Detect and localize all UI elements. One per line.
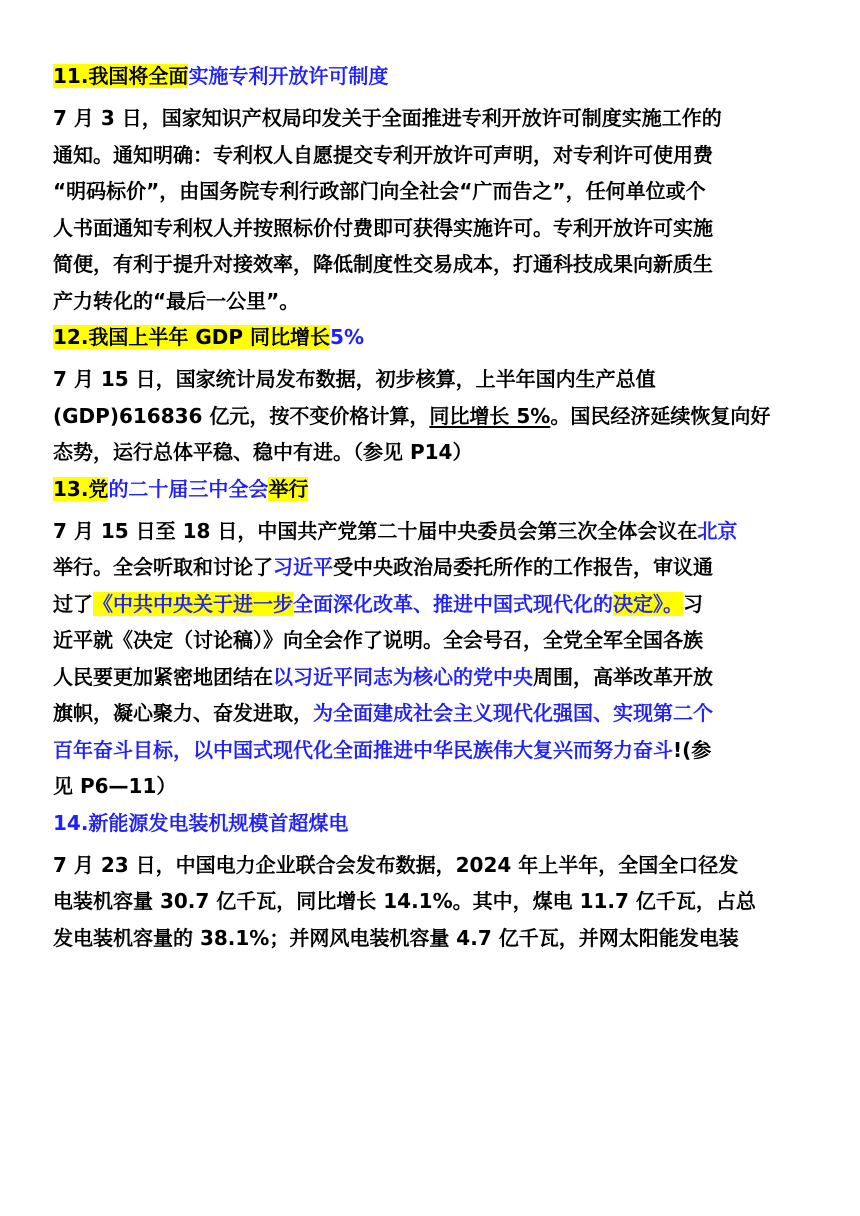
heading-11 bbox=[53, 58, 812, 94]
decision-title-blue: 全面深化改革、推进中国式现代化的 bbox=[293, 591, 613, 616]
paragraph-line: 态势，运行总体平稳、稳中有进。（参见 P14） bbox=[53, 440, 473, 464]
text: 受中央政治局委托所作的工作报告，审议通 bbox=[333, 555, 713, 579]
heading-13-blue: 的二十届三中全会 bbox=[108, 476, 269, 501]
paragraph-line: 见 P6—11） bbox=[53, 774, 177, 798]
decision-title-highlight-b: 决定》。 bbox=[613, 591, 683, 616]
beijing-blue: 北京 bbox=[697, 518, 738, 543]
heading-14-blue: 14.新能源发电装机规模首超煤电 bbox=[53, 810, 349, 835]
text: !(参 bbox=[673, 737, 712, 762]
paragraph-line: 通知。通知明确：专利权人自愿提交专利开放许可声明，对专利许可使用费 bbox=[53, 142, 713, 167]
heading-14 bbox=[53, 805, 812, 841]
text: 过了 bbox=[53, 591, 93, 616]
text: 7 月 15 日至 18 日，中国共产党第二十届中央委员会第三次全体会议在 bbox=[53, 518, 698, 543]
heading-11-highlight: 11.我国将全面 bbox=[53, 64, 189, 88]
text: 人民要更加紧密地团结在 bbox=[53, 664, 273, 689]
text: 习 bbox=[683, 591, 703, 616]
goal-blue-cont: 百年奋斗目标，以中国式现代化全面推进中华民族伟大复兴而努力奋斗 bbox=[53, 737, 673, 762]
paragraph-line bbox=[53, 695, 812, 732]
paragraph-line: 人书面通知专利权人并按照标价付费即可获得实施许可。专利开放许可实施 bbox=[53, 215, 713, 240]
name-blue: 习近平 bbox=[273, 555, 333, 579]
paragraph-line bbox=[53, 586, 812, 623]
heading-12-blue: 5% bbox=[330, 325, 364, 349]
heading-11-blue: 实施专利开放许可制度 bbox=[188, 64, 389, 88]
paragraph-13 bbox=[53, 513, 812, 805]
paragraph-line: 电装机容量 30.7 亿千瓦，同比增长 14.1%。其中，煤电 11.7 亿千瓦，占总 bbox=[53, 889, 756, 913]
paragraph-11 bbox=[53, 100, 812, 319]
text: 旗帜，凝心聚力、奋发进取， bbox=[53, 701, 313, 725]
paragraph-line: 发电装机容量的 38.1%；并网风电装机容量 4.7 亿千瓦，并网太阳能发电装 bbox=[53, 925, 739, 950]
paragraph-line: 7 月 3 日，国家知识产权局印发关于全面推进专利开放许可制度实施工作的 bbox=[53, 106, 722, 130]
paragraph-line bbox=[53, 513, 812, 550]
growth-underlined: 同比增长 5% bbox=[429, 403, 551, 428]
paragraph-line bbox=[53, 732, 812, 769]
heading-12-highlight: 12.我国上半年 GDP 同比增长 bbox=[53, 325, 331, 349]
paragraph-line: 产力转化的“最后一公里”。 bbox=[53, 288, 300, 313]
text: 周围，高举改革开放 bbox=[533, 664, 713, 689]
core-blue: 以习近平同志为核心的党中央 bbox=[273, 664, 533, 689]
gdp-text: (GDP)616836 亿元，按不变价格计算， bbox=[53, 403, 430, 428]
paragraph-line: 近平就《决定（讨论稿）》向全会作了说明。全会号召，全党全军全国各族 bbox=[53, 628, 703, 652]
heading-13-highlight-a: 13.党 bbox=[53, 476, 109, 501]
gdp-text-tail: 。国民经济延续恢复向好 bbox=[550, 403, 771, 428]
heading-13 bbox=[53, 471, 812, 507]
decision-title-highlight-a: 《中共中央关于进一步 bbox=[93, 591, 293, 616]
paragraph-12 bbox=[53, 361, 812, 471]
heading-12 bbox=[53, 319, 812, 355]
paragraph-line: 简便，有利于提升对接效率，降低制度性交易成本，打通科技成果向新质生 bbox=[53, 252, 713, 276]
paragraph-line: 7 月 15 日，国家统计局发布数据，初步核算，上半年国内生产总值 bbox=[53, 367, 656, 391]
heading-13-highlight-b: 举行 bbox=[268, 476, 309, 501]
paragraph-line: “明码标价”，由国务院专利行政部门向全社会“广而告之”，任何单位或个 bbox=[53, 179, 706, 203]
paragraph-line: 7 月 23 日，中国电力企业联合会发布数据，2024 年上半年，全国全口径发 bbox=[53, 852, 739, 877]
paragraph-line bbox=[53, 549, 812, 586]
paragraph-line bbox=[53, 659, 812, 696]
text: 举行。全会听取和讨论了 bbox=[53, 555, 273, 579]
paragraph-14 bbox=[53, 847, 812, 957]
paragraph-line bbox=[53, 398, 812, 435]
goal-blue: 为全面建成社会主义现代化强国、实现第二个 bbox=[313, 701, 713, 725]
